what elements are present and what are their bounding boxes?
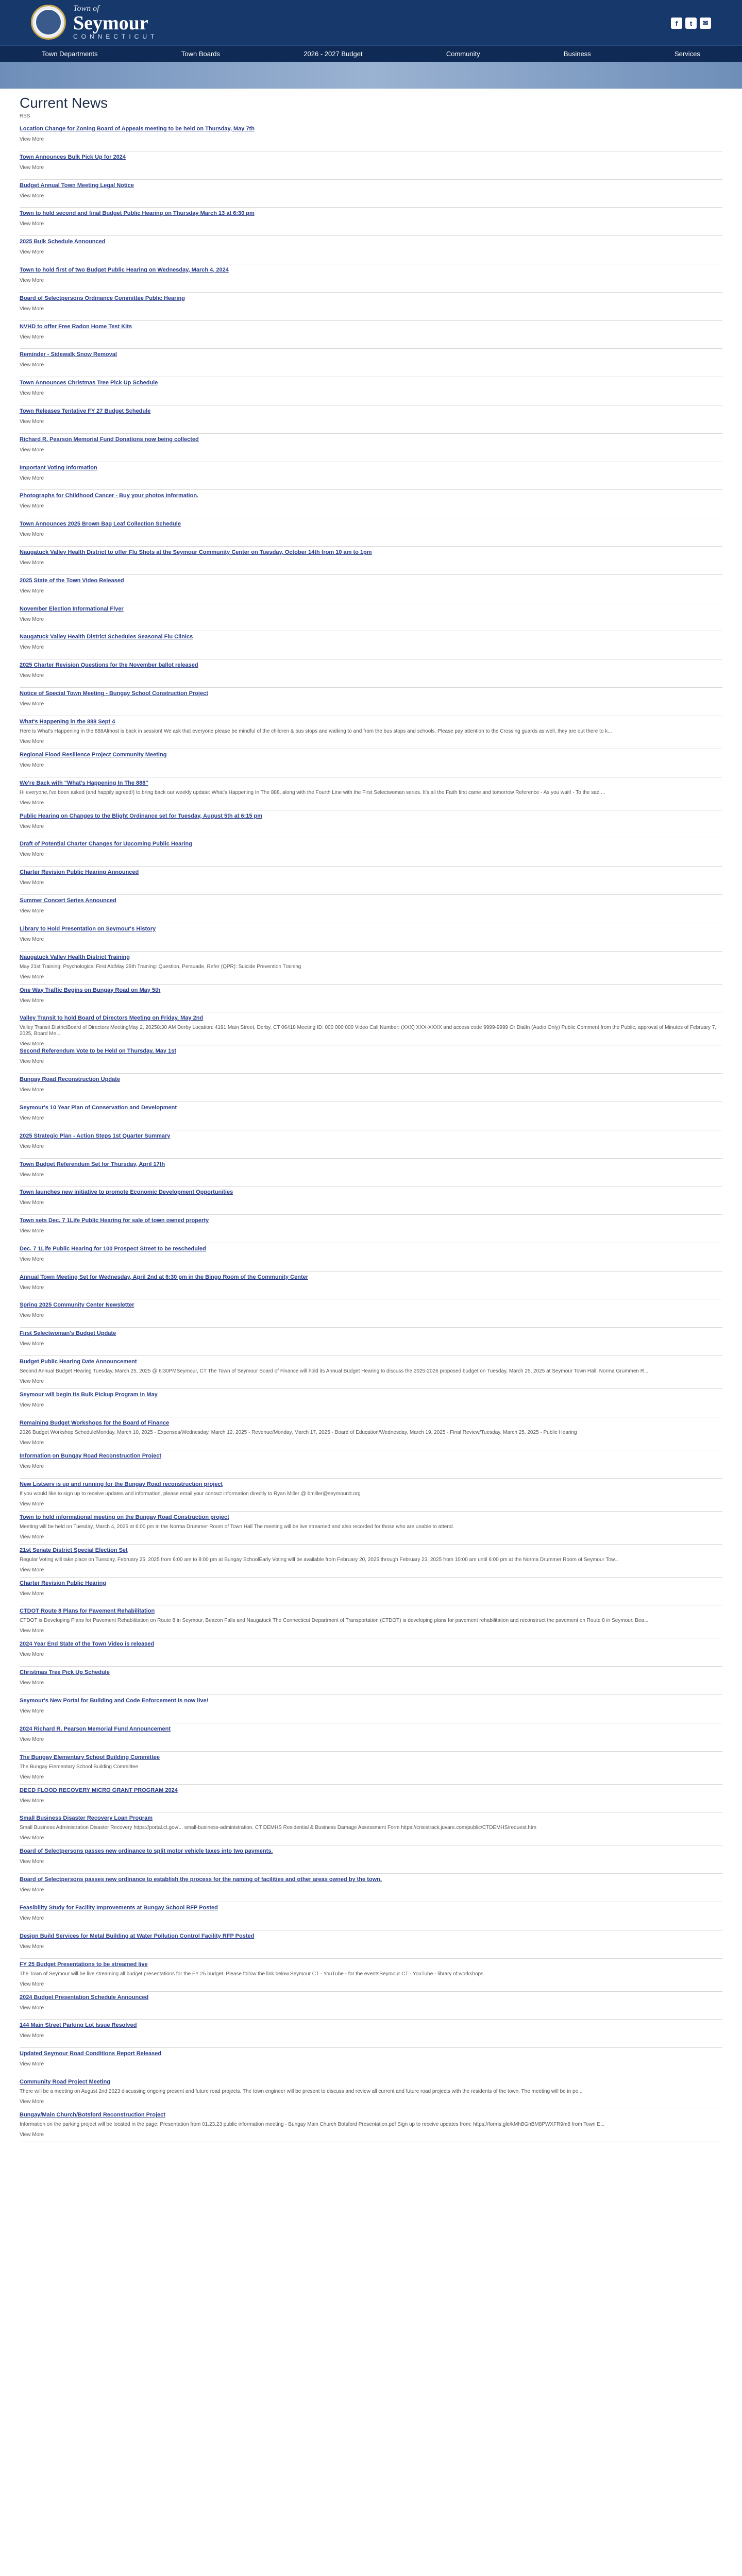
view-more-link[interactable]: View More <box>20 701 44 707</box>
news-item-title[interactable]: The Bungay Elementary School Building Committee <box>20 1754 160 1760</box>
news-item <box>20 1638 722 1667</box>
news-item <box>20 1723 722 1752</box>
news-item-title[interactable]: Bungay Road Reconstruction Update <box>20 1076 120 1083</box>
news-item-title[interactable]: 2025 State of the Town Video Released <box>20 577 124 584</box>
news-item <box>20 1812 722 1845</box>
news-item-title[interactable]: Town Releases Tentative FY 27 Budget Schedule <box>20 408 151 414</box>
news-item-title[interactable]: Library to Hold Presentation on Seymour's History <box>20 925 156 932</box>
view-more-link[interactable]: View More <box>20 334 44 340</box>
news-item-title[interactable]: Town Announces 2025 Brown Bag Leaf Collection Schedule <box>20 521 181 528</box>
nav-budget[interactable]: 2026 - 2027 Budget <box>303 50 363 58</box>
view-more-link[interactable]: View More <box>20 823 44 829</box>
news-item-summary: There will be a meeting on August 2nd 2023 discussing ongoing present and future road projects. The town engineer will be present to discuss and review all current and future road projects with the residents of the town. The meeting will be in pe... <box>20 2089 583 2095</box>
view-more-link[interactable]: View More <box>20 1115 44 1121</box>
news-item-title[interactable]: 2025 Bulk Schedule Announced <box>20 239 106 245</box>
news-item-title[interactable]: DECD FLOOD RECOVERY MICRO GRANT PROGRAM 2024 <box>20 1787 178 1793</box>
news-item-title[interactable]: Charter Revision Public Hearing <box>20 1580 107 1586</box>
view-more-link[interactable]: View More <box>20 532 44 538</box>
news-item-title[interactable]: Updated Seymour Road Conditions Report Released <box>20 2050 162 2057</box>
news-item <box>20 547 722 575</box>
view-more-link[interactable]: View More <box>20 503 44 510</box>
news-list <box>20 123 722 2142</box>
view-more-link[interactable]: View More <box>20 1590 44 1597</box>
news-item-title[interactable]: Design Build Services for Metal Building at Water Pollution Control Facility RFP Posted <box>20 1933 255 1939</box>
news-item-summary: May 21st Training: Psychological First AidMay 29th Training: Question, Persuade, Refer (QPR): Suicide Prevention Training <box>20 963 301 970</box>
view-more-link[interactable]: View More <box>20 475 44 481</box>
facebook-icon[interactable]: f <box>671 18 682 29</box>
news-item-title[interactable]: Seymour's New Portal for Building and Code Enforcement is now live! <box>20 1698 209 1704</box>
view-more-link[interactable]: View More <box>20 1200 44 1206</box>
news-item-title[interactable]: Seymour's 10 Year Plan of Conservation and Development <box>20 1104 177 1111</box>
news-item <box>20 236 722 264</box>
news-item <box>20 377 722 405</box>
news-item <box>20 293 722 321</box>
view-more-link[interactable]: View More <box>20 1379 44 1385</box>
news-item-summary: If you would like to sign up to receive updates and information, please email your contact information directly to Ryan Miller @ bmiller@seymourct.org <box>20 1490 361 1497</box>
view-more-link[interactable]: View More <box>20 1887 44 1893</box>
news-item-title[interactable]: 2025 Charter Revision Questions for the November ballot released <box>20 662 198 669</box>
news-item-summary: CTDOT is Developing Plans for Pavement Rehabilitation on Route 8 in Seymour, Beacon Falls and Naugatuck The Connecticut Department of Transportation (CTDOT) is developing plans for pavement rehabilitation and reconstruct the pavement on Route 8 in Seymour, Bea... <box>20 1618 649 1624</box>
news-item <box>20 1012 722 1045</box>
nav-town-departments[interactable]: Town Departments <box>42 50 98 58</box>
news-item-summary: The Town of Seymour will be live streaming all budget presentations for the FY 25 budget. Please follow the link below.Seymour CT - YouTube - for the eventsSeymour CT - YouTube - library of workshops <box>20 1971 484 1977</box>
view-more-link[interactable]: View More <box>20 391 44 397</box>
news-item <box>20 1130 722 1159</box>
news-item <box>20 688 722 716</box>
view-more-link[interactable]: View More <box>20 447 44 453</box>
news-item-title[interactable]: Annual Town Meeting Set for Wednesday, April 2nd at 6:30 pm in the Bingo Room of the Community Center <box>20 1274 309 1280</box>
nav-community[interactable]: Community <box>446 50 480 58</box>
news-item <box>20 895 722 923</box>
news-item-title[interactable]: November Election Informational Flyer <box>20 605 124 612</box>
news-item <box>20 1215 722 1243</box>
news-item <box>20 151 722 180</box>
view-more-link[interactable]: View More <box>20 2033 44 2039</box>
view-more-link[interactable]: View More <box>20 193 44 199</box>
view-more-link[interactable]: View More <box>20 1652 44 1658</box>
news-item <box>20 518 722 547</box>
news-item <box>20 1605 722 1638</box>
news-item-summary: 2026 Budget Workshop ScheduleMonday, March 10, 2025 - Expenses/Wednesday, March 12, 2025 - Revenue/Monday, March 17, 2025 - Board of Education/Wednesday, March 19, 2025 - Final Review/Tuesday, March 25, 2025 - Public Hearing <box>20 1429 577 1435</box>
news-item <box>20 1959 722 1992</box>
hero-banner <box>0 62 742 89</box>
news-item-title[interactable]: 2025 Strategic Plan - Action Steps 1st Quarter Summary <box>20 1132 171 1139</box>
news-item <box>20 810 722 839</box>
news-item-title[interactable]: Charter Revision Public Hearing Announced <box>20 869 139 876</box>
view-more-link[interactable]: View More <box>20 418 44 425</box>
email-icon[interactable]: ✉ <box>700 18 711 29</box>
news-item-title[interactable]: Town launches new initiative to promote Economic Development Opportunities <box>20 1189 233 1196</box>
view-more-link[interactable]: View More <box>20 560 44 566</box>
news-item-title[interactable]: Town Announces Christmas Tree Pick Up Schedule <box>20 380 158 386</box>
news-item <box>20 603 722 632</box>
news-item-title[interactable]: Regional Flood Resilience Project Community Meeting <box>20 751 167 758</box>
news-item <box>20 1272 722 1300</box>
nav-services[interactable]: Services <box>674 50 700 58</box>
news-item <box>20 1159 722 1187</box>
view-more-link[interactable]: View More <box>20 2099 44 2105</box>
view-more-link[interactable]: View More <box>20 738 44 744</box>
news-item-title[interactable]: Budget Annual Town Meeting Legal Notice <box>20 182 134 189</box>
news-item-title[interactable]: 21st Senate District Special Election Set <box>20 1547 128 1553</box>
view-more-link[interactable]: View More <box>20 137 44 142</box>
news-item-title[interactable]: 2024 Year End State of the Town Video is released <box>20 1641 155 1648</box>
view-more-link[interactable]: View More <box>20 2061 44 2067</box>
news-item-title[interactable]: Dec. 7 1Life Public Hearing for 100 Prospect Street to be rescheduled <box>20 1245 206 1252</box>
news-item <box>20 1045 722 1074</box>
view-more-link[interactable]: View More <box>20 1256 44 1262</box>
news-item-title[interactable]: Draft of Potential Charter Changes for Upcoming Public Hearing <box>20 841 192 848</box>
news-item <box>20 180 722 208</box>
view-more-link[interactable]: View More <box>20 616 44 622</box>
view-more-link[interactable]: View More <box>20 164 44 171</box>
view-more-link[interactable]: View More <box>20 1341 44 1347</box>
news-item <box>20 1479 722 1512</box>
news-item-summary: Here is What's Happening in the 888Almost is back in session! We ask that everyone please be mindful of the children & bus stops and walking to and from the bus stops and schools. Please pay attention to the Crossing guards as well, they are out there to k... <box>20 728 612 734</box>
view-more-link[interactable]: View More <box>20 1439 44 1446</box>
news-item-title[interactable]: Town sets Dec. 7 1Life Public Hearing for sale of town owned property <box>20 1217 209 1224</box>
news-item-title[interactable]: Reminder - Sidewalk Snow Removal <box>20 351 117 358</box>
news-item <box>20 1667 722 1695</box>
news-item <box>20 1417 722 1450</box>
view-more-link[interactable]: View More <box>20 1228 44 1234</box>
town-seal-icon <box>31 5 66 40</box>
news-item <box>20 985 722 1013</box>
view-more-link[interactable]: View More <box>20 306 44 312</box>
news-item <box>20 1695 722 1723</box>
news-item-title[interactable]: Richard R. Pearson Memorial Fund Donations now being collected <box>20 436 199 443</box>
news-item-summary: Valley Transit DistrictBoard of Directors MeetingMay 2, 20258:30 AM Derby Location: 4191 Main Street, Derby, CT 06418 Meeting ID: 000 000 000 Video Call Number: (XXX) XXX-XXXX and access code 9999-9999 Or DialIn (Audio Only) Public Comment from the Public, approval of Minutes of February 7, 2025, Board Me... <box>20 1025 717 1037</box>
news-item <box>20 208 722 236</box>
news-item <box>20 2076 722 2109</box>
news-item-title[interactable]: Valley Transit to hold Board of Directors Meeting on Friday, May 2nd <box>20 1015 204 1022</box>
view-more-link[interactable]: View More <box>20 1041 44 1046</box>
view-more-link[interactable]: View More <box>20 1835 44 1841</box>
news-item <box>20 659 722 688</box>
news-item <box>20 631 722 659</box>
news-item <box>20 867 722 895</box>
news-item <box>20 716 722 749</box>
news-item <box>20 1187 722 1215</box>
news-item <box>20 1752 722 1785</box>
view-more-link[interactable]: View More <box>20 800 44 806</box>
news-item <box>20 1299 722 1328</box>
news-item-title[interactable]: Board of Selectpersons Ordinance Committee Public Hearing <box>20 295 185 301</box>
news-item-title[interactable]: Community Road Project Meeting <box>20 2079 111 2086</box>
news-item-summary: Information on the parking project will be located in the page: Presentation from 01.23.23 public information meeting - Bungay Main Church Botsford Presentation.pdf Sign up to receive updates from: https://forms.gle/kMhBGnBM8PWXFR9m8 from Town E... <box>20 2122 605 2128</box>
news-item-title[interactable]: We're Back with "What's Happening In The 888" <box>20 779 148 786</box>
view-more-link[interactable]: View More <box>20 1981 44 1987</box>
news-item <box>20 321 722 349</box>
view-more-link[interactable]: View More <box>20 588 44 594</box>
nav-town-boards[interactable]: Town Boards <box>181 50 221 58</box>
view-more-link[interactable]: View More <box>20 1534 44 1540</box>
news-item-title[interactable]: 2024 Budget Presentation Schedule Announced <box>20 1994 149 2001</box>
news-item-title[interactable]: Seymour will begin its Bulk Pickup Program in May <box>20 1392 158 1398</box>
site-header <box>0 0 742 45</box>
news-item <box>20 1545 722 1578</box>
news-item-title[interactable]: Naugatuck Valley Health District Training <box>20 954 130 960</box>
view-more-link[interactable]: View More <box>20 1943 44 1950</box>
view-more-link[interactable]: View More <box>20 1313 44 1319</box>
news-item <box>20 1930 722 1959</box>
news-item-title[interactable]: New Listserv is up and running for the Bungay Road reconstruction project <box>20 1481 223 1487</box>
view-more-link[interactable]: View More <box>20 1774 44 1780</box>
news-item-title[interactable]: First Selectwoman's Budget Update <box>20 1330 116 1337</box>
view-more-link[interactable]: View More <box>20 221 44 227</box>
news-item <box>20 575 722 603</box>
news-item-title[interactable]: What's Happening in the 888 Sept 4 <box>20 718 115 725</box>
view-more-link[interactable]: View More <box>20 1708 44 1715</box>
news-item-summary: Regular Voting will take place on Tuesday, February 25, 2025 from 6:00 am to 8:00 pm at Bungay SchoolEarly Voting will be available from February 20, 2025 through February 23, 2025 from 10:00 am until 6:00 pm at the Norma Drummer Room of Seymour Tow... <box>20 1556 619 1563</box>
view-more-link[interactable]: View More <box>20 997 44 1004</box>
rss-link[interactable]: RSS <box>20 113 30 119</box>
news-item-title[interactable]: Second Referendum Vote to be Held on Thursday, May 1st <box>20 1048 176 1055</box>
news-item-summary: Second Annual Budget Hearing Tuesday, March 25, 2025 @ 6:30PMSeymour, CT The Town of Seymour Board of Finance will hold its Annual Budget Hearing to discuss the 2025-2026 proposed budget on Tuesday, March 25, 2025 at Seymour Town Hall, Norma Grummen R... <box>20 1368 649 1375</box>
view-more-link[interactable]: View More <box>20 908 44 914</box>
news-item <box>20 1785 722 1813</box>
view-more-link[interactable]: View More <box>20 673 44 679</box>
view-more-link[interactable]: View More <box>20 1501 44 1507</box>
news-item-title[interactable]: Important Voting Information <box>20 464 97 471</box>
news-item-title[interactable]: Naugatuck Valley Health District Schedules Seasonal Flu Clinics <box>20 634 193 640</box>
news-item <box>20 1874 722 1902</box>
news-item-title[interactable]: Remaining Budget Workshops for the Board of Finance <box>20 1419 170 1426</box>
view-more-link[interactable]: View More <box>20 1567 44 1573</box>
news-item <box>20 1074 722 1102</box>
news-item-title[interactable]: Information on Bungay Road Reconstruction Project <box>20 1452 162 1459</box>
news-item-title[interactable]: One Way Traffic Begins on Bungay Road on May 5th <box>20 987 161 993</box>
view-more-link[interactable]: View More <box>20 1172 44 1178</box>
news-item-title[interactable]: Town to hold informational meeting on the Bungay Road Construction project <box>20 1514 229 1520</box>
news-item-title[interactable]: Board of Selectpersons passes new ordinance to establish the process for the naming of facilities and other areas owned by the town. <box>20 1876 382 1883</box>
view-more-link[interactable]: View More <box>20 1680 44 1686</box>
view-more-link[interactable]: View More <box>20 974 44 980</box>
view-more-link[interactable]: View More <box>20 1463 44 1469</box>
news-item-title[interactable]: Board of Selectpersons passes new ordinance to split motor vehicle taxes into two payments. <box>20 1848 273 1855</box>
news-item <box>20 1243 722 1272</box>
view-more-link[interactable]: View More <box>20 249 44 256</box>
nav-business[interactable]: Business <box>563 50 591 58</box>
news-item <box>20 405 722 434</box>
page-title: Current News <box>20 95 108 111</box>
logo-town-prefix: Town of <box>73 4 99 13</box>
view-more-link[interactable]: View More <box>20 1798 44 1804</box>
news-item <box>20 1389 722 1417</box>
view-more-link[interactable]: View More <box>20 1087 44 1093</box>
view-more-link[interactable]: View More <box>20 1059 44 1065</box>
news-item-summary: The Bungay Elementary School Building Committee <box>20 1764 139 1770</box>
news-item <box>20 490 722 518</box>
logo-state: CONNECTICUT <box>73 33 158 40</box>
main-content <box>0 89 742 2576</box>
view-more-link[interactable]: View More <box>20 1916 44 1922</box>
news-item-title[interactable]: Small Business Disaster Recovery Loan Program <box>20 1815 153 1822</box>
news-item <box>20 123 722 151</box>
news-item <box>20 1845 722 1874</box>
news-item-title[interactable]: Christmas Tree Pick Up Schedule <box>20 1669 110 1676</box>
news-item <box>20 349 722 377</box>
view-more-link[interactable]: View More <box>20 852 44 858</box>
social-links <box>671 18 711 29</box>
view-more-link[interactable]: View More <box>20 936 44 942</box>
news-item-title[interactable]: Bungay/Main Church/Botsford Reconstruction Project <box>20 2112 165 2119</box>
news-item-title[interactable]: Spring 2025 Community Center Newsletter <box>20 1302 134 1309</box>
news-item <box>20 923 722 952</box>
news-item-title[interactable]: 144 Main Street Parking Lot Issue Resolved <box>20 2022 137 2029</box>
news-item-title[interactable]: Notice of Special Town Meeting - Bungay School Construction Project <box>20 690 208 697</box>
news-item <box>20 1902 722 1930</box>
view-more-link[interactable]: View More <box>20 645 44 651</box>
news-item <box>20 1992 722 2020</box>
news-item-title[interactable]: Public Hearing on Changes to the Blight Ordinance set for Tuesday, August 5th at 6:15 pm <box>20 812 263 819</box>
news-item <box>20 462 722 490</box>
news-item-title[interactable]: 2024 Richard R. Pearson Memorial Fund Announcement <box>20 1725 171 1732</box>
news-item-summary: Meeting will be held on Tuesday, March 4, 2025 at 6:00 pm in the Norma Drummer Room of Town Hall The meeting will be live streamed and also recorded for those who are unable to attend. <box>20 1523 454 1530</box>
view-more-link[interactable]: View More <box>20 1736 44 1742</box>
view-more-link[interactable]: View More <box>20 1143 44 1149</box>
news-item <box>20 434 722 462</box>
news-item-title[interactable]: FY 25 Budget Presentations to be streamed live <box>20 1961 148 1968</box>
view-more-link[interactable]: View More <box>20 1859 44 1865</box>
news-item <box>20 1356 722 1389</box>
news-item-summary: Small Business Administration Disaster Recovery https://portal.ct.gov/... small-business-administration. CT DEMHS Residential & Business Damage Assessment Form https://crisistrack.juvare.com/public/CTDEMHS/request.htm <box>20 1825 536 1831</box>
news-item <box>20 2020 722 2048</box>
view-more-link[interactable]: View More <box>20 762 44 768</box>
logo-town-name: Seymour <box>73 12 148 34</box>
view-more-link[interactable]: View More <box>20 1628 44 1634</box>
news-item <box>20 952 722 985</box>
news-item-title[interactable]: Feasibility Study for Facility Improvements at Bungay School RFP Posted <box>20 1905 218 1911</box>
view-more-link[interactable]: View More <box>20 277 44 283</box>
news-item <box>20 1512 722 1545</box>
news-item <box>20 838 722 867</box>
town-logo[interactable] <box>31 4 158 40</box>
news-item-title[interactable]: Budget Public Hearing Date Announcement <box>20 1359 137 1365</box>
news-item <box>20 264 722 293</box>
view-more-link[interactable]: View More <box>20 880 44 886</box>
news-item <box>20 2109 722 2142</box>
news-item-summary: Hi everyone,I've been asked (and happily agreed!) to bring back our weekly update: What's Happening In The 888, along with the Fourth Line with the First Selectwoman series. It's all the Faith first came and tomorrow Reference - As you wait! - To the sad ... <box>20 789 605 795</box>
news-item <box>20 749 722 777</box>
view-more-link[interactable]: View More <box>20 362 44 368</box>
news-item <box>20 777 722 810</box>
news-item <box>20 1102 722 1130</box>
view-more-link[interactable]: View More <box>20 2005 44 2011</box>
twitter-icon[interactable]: t <box>685 18 697 29</box>
news-item-title[interactable]: Location Change for Zoning Board of Appeals meeting to be held on Thursday, May 7th <box>20 126 255 132</box>
news-item <box>20 1578 722 1606</box>
view-more-link[interactable]: View More <box>20 1284 44 1291</box>
news-item-title[interactable]: Naugatuck Valley Health District to offer Flu Shots at the Seymour Community Center on Tuesday, October 14th from 10 am to 1pm <box>20 549 372 555</box>
news-item-title[interactable]: Town to hold second and final Budget Public Hearing on Thursday March 13 at 6:30 pm <box>20 210 255 217</box>
main-nav <box>0 45 742 62</box>
news-item <box>20 1450 722 1479</box>
news-item <box>20 1328 722 1356</box>
news-item-title[interactable]: Town to hold first of two Budget Public Hearing on Wednesday, March 4, 2024 <box>20 266 229 273</box>
news-item-title[interactable]: Summer Concert Series Announced <box>20 897 116 904</box>
news-item-title[interactable]: Town Announces Bulk Pick Up for 2024 <box>20 154 126 160</box>
news-item <box>20 2048 722 2076</box>
news-item-title[interactable]: NVHD to offer Free Radon Home Test Kits <box>20 323 132 330</box>
view-more-link[interactable]: View More <box>20 1402 44 1409</box>
news-item-title[interactable]: CTDOT Route 8 Plans for Pavement Rehabilitation <box>20 1608 155 1615</box>
news-item-title[interactable]: Town Budget Referendum Set for Thursday, April 17th <box>20 1161 165 1167</box>
news-item-title[interactable]: Photographs for Childhood Cancer - Buy your photos information. <box>20 493 199 499</box>
view-more-link[interactable]: View More <box>20 2132 44 2138</box>
